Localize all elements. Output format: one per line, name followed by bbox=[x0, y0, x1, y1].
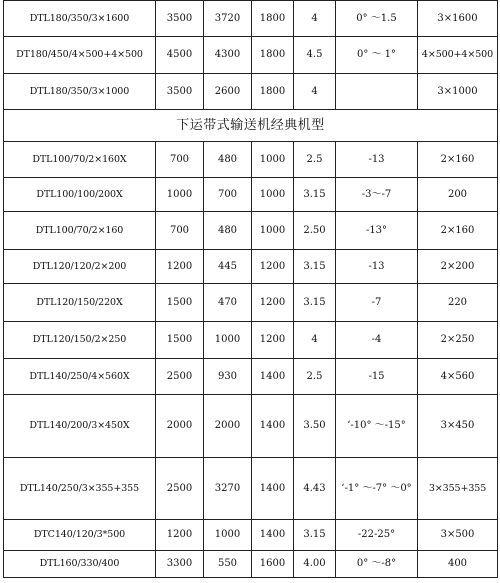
value-cell: 1200 bbox=[156, 520, 204, 551]
angle-cell: -15 bbox=[336, 359, 418, 395]
model-cell: DTL180/350/3×1600 bbox=[4, 1, 156, 37]
angle-cell: -3～-7 bbox=[336, 178, 418, 212]
value-cell: 3.15 bbox=[294, 250, 336, 284]
table-row bbox=[4, 178, 498, 212]
model-cell: DTL120/120/2×200 bbox=[4, 250, 156, 284]
value-cell: 1500 bbox=[156, 322, 204, 359]
value-cell: 1200 bbox=[252, 250, 294, 284]
conveyor-spec-table bbox=[3, 0, 498, 578]
model-cell: DTL180/350/3×1000 bbox=[4, 74, 156, 110]
value-cell: 3.50 bbox=[294, 395, 336, 458]
section-title: 下运带式输送机经典机型 bbox=[4, 110, 498, 142]
angle-cell: -4 bbox=[336, 322, 418, 359]
value-cell: 3.15 bbox=[294, 520, 336, 551]
value-cell: 3500 bbox=[156, 74, 204, 110]
table-row bbox=[4, 520, 498, 551]
value-cell: 3500 bbox=[156, 1, 204, 37]
value-cell: 2500 bbox=[156, 359, 204, 395]
value-cell: 1400 bbox=[252, 520, 294, 551]
angle-cell: 0° ～1.5 bbox=[336, 1, 418, 37]
motor-cell: 4×500+4×500 bbox=[418, 37, 498, 74]
section-row bbox=[4, 110, 498, 142]
model-cell: DTL100/100/200X bbox=[4, 178, 156, 212]
value-cell: 2500 bbox=[156, 458, 204, 520]
value-cell: 2000 bbox=[204, 395, 252, 458]
value-cell: 3.15 bbox=[294, 178, 336, 212]
value-cell: 2.5 bbox=[294, 142, 336, 178]
value-cell: 4 bbox=[294, 74, 336, 110]
model-cell: DTL140/250/3×355+355 bbox=[4, 458, 156, 520]
value-cell: 3.15 bbox=[294, 284, 336, 322]
value-cell: 480 bbox=[204, 142, 252, 178]
angle-cell: ‘-1° ～-7° ～0° bbox=[336, 458, 418, 520]
value-cell: 3270 bbox=[204, 458, 252, 520]
angle-cell: -13 bbox=[336, 250, 418, 284]
value-cell: 1200 bbox=[252, 284, 294, 322]
value-cell: 2.5 bbox=[294, 359, 336, 395]
table-row bbox=[4, 458, 498, 520]
table-row bbox=[4, 1, 498, 37]
value-cell: 3300 bbox=[156, 551, 204, 578]
motor-cell: 2×250 bbox=[418, 322, 498, 359]
value-cell: 4500 bbox=[156, 37, 204, 74]
value-cell: 1000 bbox=[204, 322, 252, 359]
value-cell: 3720 bbox=[204, 1, 252, 37]
angle-cell: -13 bbox=[336, 142, 418, 178]
motor-cell: 400 bbox=[418, 551, 498, 578]
angle-cell: ‘-10° ～-15° bbox=[336, 395, 418, 458]
model-cell: DT180/450/4×500+4×500 bbox=[4, 37, 156, 74]
value-cell: 1000 bbox=[204, 520, 252, 551]
angle-cell bbox=[336, 74, 418, 110]
model-cell: DTC140/120/3*500 bbox=[4, 520, 156, 551]
table-row bbox=[4, 142, 498, 178]
table-row bbox=[4, 250, 498, 284]
motor-cell: 3×1000 bbox=[418, 74, 498, 110]
angle-cell: 0° ～-8° bbox=[336, 551, 418, 578]
value-cell: 445 bbox=[204, 250, 252, 284]
table-row bbox=[4, 322, 498, 359]
value-cell: 700 bbox=[204, 178, 252, 212]
motor-cell: 2×200 bbox=[418, 250, 498, 284]
table-row bbox=[4, 37, 498, 74]
motor-cell: 3×450 bbox=[418, 395, 498, 458]
angle-cell: 0° ～ 1° bbox=[336, 37, 418, 74]
value-cell: 1000 bbox=[252, 212, 294, 250]
table-row bbox=[4, 212, 498, 250]
value-cell: 1000 bbox=[252, 142, 294, 178]
value-cell: 1000 bbox=[252, 178, 294, 212]
motor-cell: 3×1600 bbox=[418, 1, 498, 37]
motor-cell: 200 bbox=[418, 178, 498, 212]
motor-cell: 4×560 bbox=[418, 359, 498, 395]
value-cell: 4.43 bbox=[294, 458, 336, 520]
model-cell: DTL100/70/2×160X bbox=[4, 142, 156, 178]
value-cell: 4300 bbox=[204, 37, 252, 74]
value-cell: 1500 bbox=[156, 284, 204, 322]
value-cell: 2000 bbox=[156, 395, 204, 458]
motor-cell: 220 bbox=[418, 284, 498, 322]
value-cell: 4 bbox=[294, 322, 336, 359]
model-cell: DTL140/200/3×450X bbox=[4, 395, 156, 458]
value-cell: 4.00 bbox=[294, 551, 336, 578]
value-cell: 1800 bbox=[252, 1, 294, 37]
value-cell: 1800 bbox=[252, 37, 294, 74]
value-cell: 1000 bbox=[156, 178, 204, 212]
value-cell: 1200 bbox=[252, 322, 294, 359]
model-cell: DTL160/330/400 bbox=[4, 551, 156, 578]
table-row bbox=[4, 359, 498, 395]
value-cell: 1200 bbox=[156, 250, 204, 284]
table-row bbox=[4, 395, 498, 458]
angle-cell: -13° bbox=[336, 212, 418, 250]
value-cell: 1400 bbox=[252, 458, 294, 520]
angle-cell: -7 bbox=[336, 284, 418, 322]
value-cell: 1400 bbox=[252, 359, 294, 395]
model-cell: DTL120/150/220X bbox=[4, 284, 156, 322]
value-cell: 1600 bbox=[252, 551, 294, 578]
angle-cell: -22-25° bbox=[336, 520, 418, 551]
value-cell: 1800 bbox=[252, 74, 294, 110]
model-cell: DTL120/150/2×250 bbox=[4, 322, 156, 359]
value-cell: 4 bbox=[294, 1, 336, 37]
table-row bbox=[4, 551, 498, 578]
value-cell: 700 bbox=[156, 142, 204, 178]
motor-cell: 2×160 bbox=[418, 142, 498, 178]
model-cell: DTL140/250/4×560X bbox=[4, 359, 156, 395]
value-cell: 4.5 bbox=[294, 37, 336, 74]
value-cell: 2600 bbox=[204, 74, 252, 110]
motor-cell: 3×500 bbox=[418, 520, 498, 551]
value-cell: 550 bbox=[204, 551, 252, 578]
value-cell: 480 bbox=[204, 212, 252, 250]
table-row bbox=[4, 284, 498, 322]
value-cell: 2.50 bbox=[294, 212, 336, 250]
value-cell: 930 bbox=[204, 359, 252, 395]
table-row bbox=[4, 74, 498, 110]
model-cell: DTL100/70/2×160 bbox=[4, 212, 156, 250]
motor-cell: 3×355+355 bbox=[418, 458, 498, 520]
value-cell: 470 bbox=[204, 284, 252, 322]
value-cell: 700 bbox=[156, 212, 204, 250]
motor-cell: 2×160 bbox=[418, 212, 498, 250]
value-cell: 1400 bbox=[252, 395, 294, 458]
